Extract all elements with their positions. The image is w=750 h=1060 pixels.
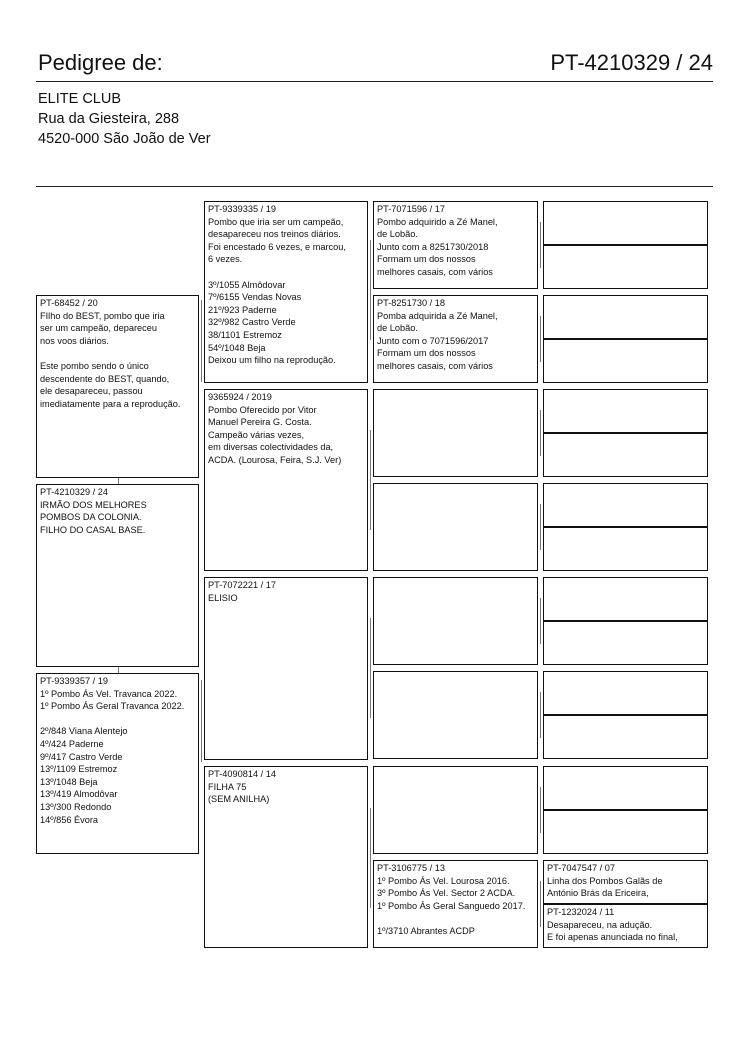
sire-dam-line: em diversas colectividades da, [208,442,334,453]
gen4-box [543,766,708,810]
section-rule [36,186,713,187]
dam-sire-line: ELISIO [208,592,238,603]
sss-line: Formam um dos nossos [377,254,476,265]
ddd-line: 3º Pombo Ás Vel. Sector 2 ACDA. [377,888,516,899]
page-title: Pedigree de: [38,50,163,75]
dam-dam-line: FILHA 75 [208,781,247,792]
connector-line [540,787,541,833]
dam-sire-ring: PT-7072221 / 17 [208,580,276,590]
dam-line: 13º/1048 Beja [40,776,98,787]
dam-dam-line: (SEM ANILHA) [208,794,270,805]
sire-ring: PT-68452 / 20 [40,298,98,308]
sire-dam-line: Campeão várias vezes, [208,429,305,440]
dam-dam-dam-sire-box [543,860,708,904]
dam-box [36,673,199,854]
sire-sire-line: 21º/923 Paderne [208,304,277,315]
dam-line: 9º/417 Castro Verde [40,751,123,762]
connector-line [540,410,541,456]
sire-sire-line [208,266,364,279]
dam-sire-sire-box [373,577,538,665]
ddds-line: António Brás da Ericeira, [547,888,649,899]
sire-sire-dam-box [373,295,538,383]
sire-sire-line: 38/1101 Estremoz [208,329,282,340]
sire-sire-line: 3º/1055 Almôdovar [208,279,286,290]
subject-line: IRMÃO DOS MELHORES [40,499,147,510]
subject-ring: PT-4210329 / 24 [40,487,108,497]
connector-line [201,300,202,382]
ssd-line: Junto com o 7071596/2017 [377,335,489,346]
dam-line: 4º/424 Paderne [40,738,104,749]
sire-sire-line: 6 vezes. [208,254,243,265]
sire-dam-ring: 9365924 / 2019 [208,392,272,402]
dam-dam-ring: PT-4090814 / 14 [208,769,276,779]
ddd-line: 1º Pombo Ás Vel. Lourosa 2016. [377,875,510,886]
ddd-ring: PT-3106775 / 13 [377,863,445,873]
sire-line [40,347,195,360]
sire-sire-line: Foi encestado 6 vezes, e marcou, [208,241,346,252]
sire-line: ser um campeão, depareceu [40,323,157,334]
connector-line [118,667,119,673]
dam-sire-box [204,577,368,760]
dam-line [40,713,195,726]
sire-sire-ring: PT-9339335 / 19 [208,204,276,214]
owner-address [38,89,211,149]
connector-line [540,504,541,550]
subject-line: FILHO DO CASAL BASE. [40,524,146,535]
dddd-line: E foi apenas anunciada no final, [547,932,678,943]
connector-line [370,618,371,718]
connector-line [540,316,541,362]
sire-dam-dam-box [373,483,538,571]
sire-sire-line: Deixou um filho na reprodução. [208,355,336,366]
dam-line: 13º/300 Redondo [40,801,112,812]
sss-ring: PT-7071596 / 17 [377,204,445,214]
gen4-box [543,339,708,383]
sire-line: nos voos diários. [40,335,109,346]
sire-dam-line: Pombo Oferecido por Vitor [208,404,317,415]
dam-dam-sire-box [373,766,538,854]
sire-sire-box [204,201,368,383]
sire-dam-line: ACDA. (Lourosa, Feira, S.J. Ver) [208,454,342,465]
connector-line [540,598,541,644]
dam-line: 13º/1109 Estremoz [40,764,118,775]
ddds-ring: PT-7047547 / 07 [547,863,615,873]
connector-line [201,680,202,762]
gen4-box [543,245,708,289]
gen4-box [543,295,708,339]
sire-sire-line: Pombo que iria ser um campeão, [208,216,344,227]
gen4-box [543,671,708,715]
sire-line: Este pombo sendo o único [40,360,149,371]
dddd-ring: PT-1232024 / 11 [547,907,615,917]
sss-line: Pombo adquirido a Zé Manel, [377,216,498,227]
connector-line [370,808,371,908]
sire-dam-box [204,389,368,571]
gen4-box [543,810,708,854]
sire-dam-line: Manuel Pereira G. Costa. [208,417,312,428]
ssd-line: melhores casais, com vários [377,360,493,371]
dam-sire-dam-box [373,671,538,759]
header-rule [36,81,713,82]
subject-line: POMBOS DA COLONIA. [40,512,142,523]
ssd-line: Formam um dos nossos [377,348,476,359]
ddd-line: 1º Pombo Ás Geral Sanguedo 2017. [377,900,526,911]
sire-line: descendente do BEST, quando, [40,373,170,384]
dam-line: 14º/856 Évora [40,814,99,825]
subject-box [36,484,199,667]
sire-sire-line: 32º/982 Castro Verde [208,317,296,328]
sire-line: FIlho do BEST, pombo que iria [40,310,165,321]
dam-dam-dam-dam-box [543,904,708,948]
dam-dam-box [204,766,368,948]
sire-sire-line: 7º/6155 Vendas Novas [208,292,302,303]
gen4-box [543,715,708,759]
sss-line: de Lobão. [377,229,418,240]
sire-dam-sire-box [373,389,538,477]
sire-sire-sire-box [373,201,538,289]
ssd-ring: PT-8251730 / 18 [377,298,445,308]
ssd-line: Pomba adquirida a Zé Manel, [377,310,498,321]
dam-line: 1º Pombo Ás Geral Travanca 2022. [40,701,185,712]
dam-line: 13º/419 Almodôvar [40,789,118,800]
dam-line: 1º Pombo Ás Vel. Travanca 2022. [40,688,178,699]
ring-number: PT-4210329 / 24 [550,50,713,75]
connector-line [370,430,371,530]
gen4-box [543,201,708,245]
connector-line [540,692,541,738]
dam-line: 2º/848 Viana Alentejo [40,726,128,737]
ddds-line: Linha dos Pombos Galãs de [547,875,663,886]
gen4-box [543,389,708,433]
dam-ring: PT-9339357 / 19 [40,676,108,686]
connector-line [118,478,119,484]
gen4-box [543,577,708,621]
dam-dam-dam-box [373,860,538,948]
sire-sire-line: 54º/1048 Beja [208,342,266,353]
gen4-box [543,527,708,571]
sss-line: melhores casais, com vários [377,266,493,277]
sire-line: ele desapareceu, passou [40,386,143,397]
dddd-line: Desapareceu, na adução. [547,919,653,930]
owner-city: 4520-000 São João de Ver [38,131,211,147]
connector-line [540,881,541,927]
gen4-box [543,433,708,477]
connector-line [370,240,371,340]
ddd-line [377,912,534,925]
gen4-box [543,483,708,527]
owner-name: ELITE CLUB [38,91,121,107]
sire-sire-line: desapareceu nos treinos diários. [208,229,341,240]
gen4-box [543,621,708,665]
owner-street: Rua da Giesteira, 288 [38,111,180,127]
sss-line: Junto com a 8251730/2018 [377,241,489,252]
ssd-line: de Lobão. [377,323,418,334]
sire-line: imediatamente para a reprodução. [40,398,181,409]
ddd-line: 1º/3710 Abrantes ACDP [377,925,475,936]
sire-box [36,295,199,478]
connector-line [540,222,541,268]
